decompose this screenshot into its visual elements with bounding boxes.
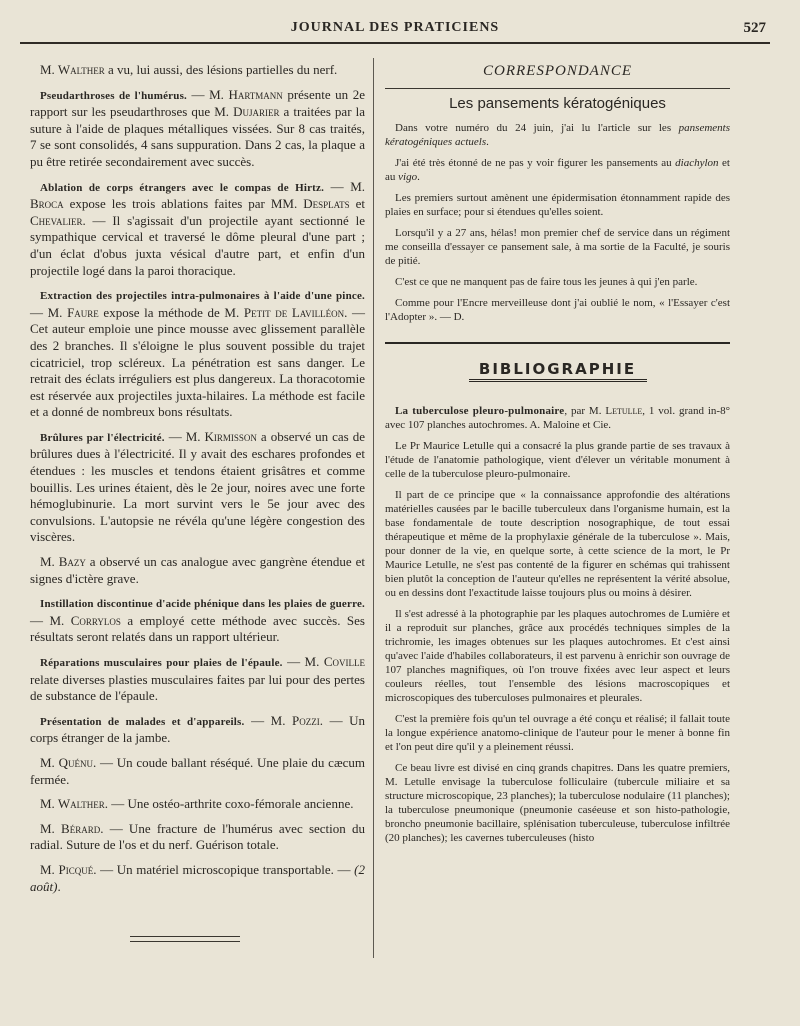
section-extraction: Extraction des projectiles intra-pulmonaires à l'aide d'une pince. — M. Faure expose la méthode de M. Petit de Lavilléon. — Cet auteur emploie une pince mousse avec glissement parallèle des 2 branches. Il s'éloigne le plus souvent possible du trajet cicatriciel, trop scléreux. La pénétration est sans danger. Le retrait des éclats irréguliers est plus dangereux. La thoracotomie est réservée aux projectiles juxta-hilaires. La méthode est facile et a donné de nombreux bons résultats. [30,290,365,420]
review-paragraph: Il part de ce principe que « la connaissance approfondie des altérations matérielles causées par le bacille tuberculeux dans l'organisme humain, est la base fondamentale de toute description nosographique, de tout essai thérapeutique et même de la prophylaxie générale de la tuberculose ». Mais, pour donner de la vie, en quelque sorte, à cette science de la mort, le Pr Maurice Letulle, ne s'est pas contenté de la figurer en schémas qui trahissent bien plutôt la conception de l'auteur qu'elles ne représentent la vérité absolue, ou en dessins dont l'exactitude laisse toujours plus ou moins à désirer. [385,489,730,599]
section-heading: Réparations musculaires pour plaies de l'épaule. [40,657,283,669]
section-heading: Ablation de corps étrangers avec le compas de Hirtz. [40,181,325,194]
paragraph-walther: M. Walther a vu, lui aussi, des lésions partielles du nerf. [40,62,338,77]
section-ablation: Ablation de corps étrangers avec le compas de Hirtz. — M. Broca expose les trois ablations faites par MM. Desplats et Chevalier. — Il s'agissait d'un projectile ayant sectionné le sympathique cervical et traversé le dôme pleural d'une part ; d'un éclat d'obus juxta vésical d'autre part, et enfin d'un projectile logé dans la paroi thoracique. [30,178,365,278]
paragraph-quenu: M. Quénu. — Un coude ballant réséqué. Une plaie du cæcum fermée. [30,754,365,787]
article-title: Les pansements kératogéniques [449,95,666,112]
section-pseudarthroses: Pseudarthroses de l'humérus. — M. Hartmann présente un 2e rapport sur les pseudarthroses que M. Dujarier a traitées par la suture à l'aide de plaques métalliques vissées. Sur 8 cas traités, 7 se sont consolidés, 4 sans suppuration. Dans 2 cas, la plaque a pu être retirée secondairement avec succès. [30,86,365,169]
section-presentation: Présentation de malades et d'appareils. — M. Pozzi. — Un corps étranger de la jambe. [30,712,366,746]
section-brulures: Brûlures par l'électricité. — M. Kirmisson a observé un cas de brûlures dues à l'électricité. Il y avait des eschares profondes et étendues : les muscles et tendons étaient grisâtres et comme bouillis. Les urines étaient, dès le 2e jour, noires avec une forte hémoglubinurie. La mort survint vers le 5e jour avec des convulsions. L'autopsie ne révéla qu'une légère congestion des viscères. [30,428,365,545]
section-heading: Pseudarthroses de l'humérus. [40,89,188,102]
letter-paragraph: J'ai été très étonné de ne pas y voir figurer les pansements au diachylon et au vigo. [385,157,730,183]
right-column [385,62,730,852]
letter-paragraph: Dans votre numéro du 24 juin, j'ai lu l'article sur les pansements kératogéniques actuels. [385,122,730,148]
review-paragraph: Il s'est adressé à la photographie par les plaques autochromes de Lumière et il a reproduit sur planches, grâce aux procédés techniques simples de la trichromie, les images obtenues sur les plaques autochromes. Et c'est ainsi qu'avec l'aide d'habiles collaborateurs, il est parvenu à enrichir son ouvrage de 107 planches magnifiques, où l'on trouve fixées avec leur aspect et leurs couleurs réelles, tout l'ensemble des lésions macroscopiques et microscopiques des tuberculoses pulmonaires et pleurales. [385,608,730,704]
letter-paragraph: Lorsqu'il y a 27 ans, hélas! mon premier chef de service dans un régiment me conseilla d'essayer ce pansement sale, à ma sortie de la Faculté, je souris de pitié. [385,227,730,267]
section-heading: Extraction des projectiles intra-pulmonaires à l'aide d'une pince. [40,290,365,303]
section-heading: Brûlures par l'électricité. [40,431,165,444]
bibliographie-heading: BIBLIOGRAPHIE [469,362,647,382]
page-number: 527 [743,20,766,36]
paragraph-berard: M. Bérard. — Une fracture de l'humérus avec section du radial. Suture de l'os et du nerf. Guérison totale. [30,820,365,853]
column-divider [373,58,374,958]
correspondance-heading: CORRESPONDANCE [483,63,632,79]
left-column [30,62,365,903]
section-instillation: Instillation discontinue d'acide phénique dans les plaies de guerre. — M. Corrylos a employé cette méthode avec succès. Ses résultats seront relatés dans un rapport ultérieur. [30,598,365,645]
letter-paragraph: Les premiers surtout amènent une épidermisation étonnamment rapide des plaies en surface; pour si étendues qu'elles soient. [385,192,730,218]
review-paragraph: Ce beau livre est divisé en cinq grands chapitres. Dans les quatre premiers, M. Letulle envisage la tuberculose folliculaire (tubercule miliaire et sa structure microscopique, 23 planches); la tuberculose nodulaire (11 planches); la tuberculose pneumonique (pneumonie caséeuse et son histo-pathologie, broncho pneumonie bacillaire, splénisation tuberculeuse, tuberculose infiltrée (20 planches); les cavernes tuberculeuses (histo [385,762,730,844]
correspondance-rule [385,88,730,89]
section-heading: Présentation de malades et d'appareils. [40,715,245,728]
letter-paragraph: Comme pour l'Encre merveilleuse dont j'ai oublié le nom, « l'Essayer c'est l'Adopter ». — D. [385,297,730,323]
review-paragraph: C'est la première fois qu'un tel ouvrage a été conçu et réalisé; il fallait toute la longue expérience anatomo-clinique de l'auteur pour le mener à bonne fin et l'on peut dire qu'il y a pleinement réussi. [385,713,730,753]
letter-paragraph: C'est ce que ne manquent pas de faire tous les jeunes à qui j'en parle. [395,276,698,288]
section-heading: Instillation discontinue d'acide phénique dans les plaies de guerre. [40,598,365,611]
paragraph-picque: M. Picqué. — Un matériel microscopique transportable. — (2 août). [30,861,365,894]
bibliographie-rule [385,342,730,344]
review-paragraph: Le Pr Maurice Letulle qui a consacré la plus grande partie de ses travaux à l'étude de l'anatomie pathologique, vient d'élever un véritable monument à celle de la tuberculose pleuro-pulmonaire. [385,440,730,480]
journal-title: JOURNAL DES PRATICIENS [290,20,500,35]
section-reparations: Réparations musculaires pour plaies de l'épaule. — M. Coville relate diverses plasties musculaires faites par lui pour des pertes de substance de l'épaule. [30,654,366,704]
paragraph-walther-2: M. Walther. — Une ostéo-arthrite coxo-fémorale ancienne. [40,796,354,812]
paragraph-bazy: M. Bazy a observé un cas analogue avec gangrène étendue et signes d'ictère grave. [30,554,365,586]
end-rule [130,936,240,942]
book-entry: La tuberculose pleuro-pulmonaire, par M. Letulle, 1 vol. grand in-8° avec 107 planches autochromes. A. Maloine et Cie. [385,405,730,431]
running-header [20,18,770,44]
